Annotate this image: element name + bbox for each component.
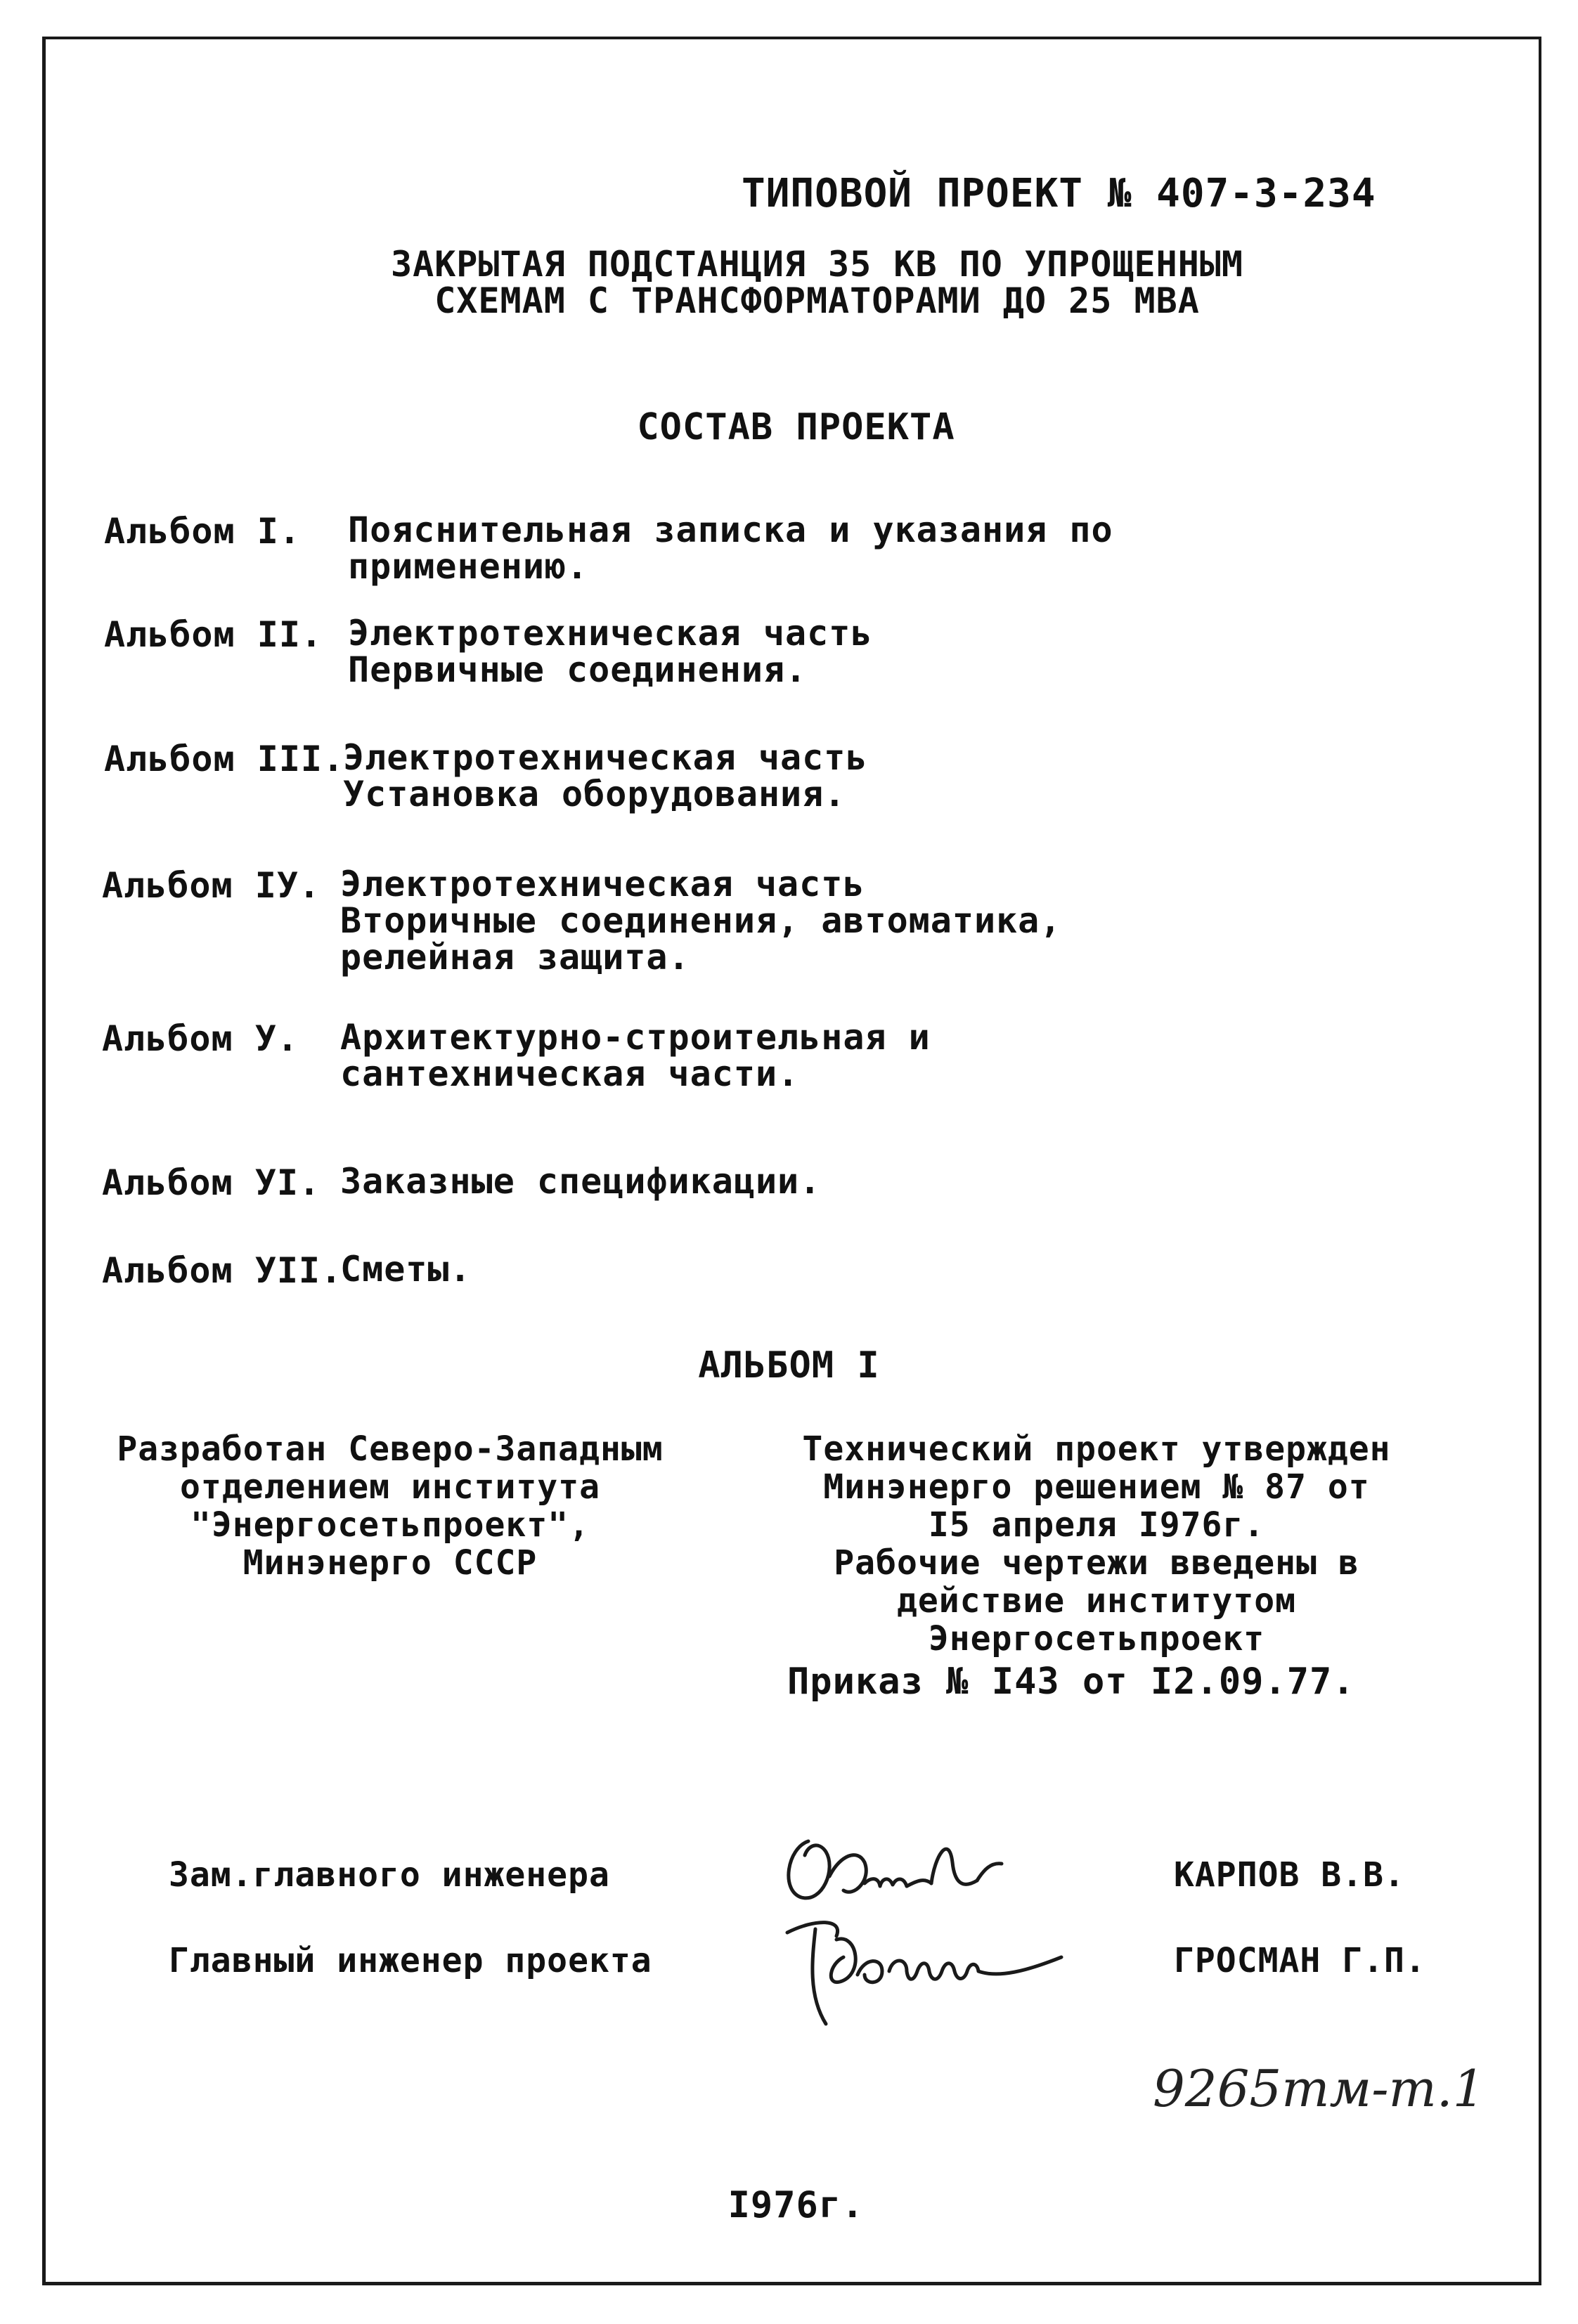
project-title-line2: СХЕМАМ С ТРАНСФОРМАТОРАМИ ДО 25 МВА	[434, 280, 1200, 321]
album-text-2: Электротехническая часть Первичные соединения.	[348, 613, 873, 690]
album-label-1: Альбом I.	[104, 511, 301, 552]
project-title-line1: ЗАКРЫТАЯ ПОДСТАНЦИЯ 35 КВ ПО УПРОЩЕННЫМ	[391, 244, 1243, 285]
approval-block: Технический проект утвержден Минэнерго решением № 87 от I5 апреля I976г. Рабочие чертежи введены в действие институтом Энергосетьпроект	[802, 1429, 1391, 1658]
album-text-1: Пояснительная записка и указания по применению.	[348, 509, 1113, 587]
contents-heading: СОСТАВ ПРОЕКТА	[637, 406, 955, 448]
album-label-5: Альбом У.	[102, 1018, 299, 1059]
project-number: ТИПОВОЙ ПРОЕКТ № 407-3-234	[742, 171, 1376, 216]
developer-block: Разработан Северо-Западным отделением института "Энергосетьпроект", Минэнерго СССР	[117, 1429, 664, 1583]
album-label-6: Альбом УI.	[102, 1162, 321, 1203]
handwritten-signatures	[759, 1813, 1125, 2038]
order-line: Приказ № I43 от I2.09.77.	[787, 1661, 1355, 1703]
album-text-4: Электротехническая часть Вторичные соединения, автоматика, релейная защита.	[340, 864, 1062, 978]
album-text-3: Электротехническая часть Установка оборудования.	[343, 737, 868, 814]
signature-name-2: ГРОСМАН Г.П.	[1174, 1941, 1426, 1980]
album-text-7: Сметы.	[340, 1249, 472, 1290]
signature-role-1: Зам.главного инженера	[169, 1855, 610, 1895]
album-text-6: Заказные спецификации.	[340, 1161, 822, 1202]
album-text-5: Архитектурно-строительная и сантехническая части.	[340, 1017, 931, 1094]
signature-name-1: КАРПОВ В.В.	[1174, 1855, 1405, 1895]
album-label-4: Альбом IУ.	[102, 865, 321, 906]
album-label-7: Альбом УII.	[102, 1250, 343, 1291]
album-label-2: Альбом II.	[104, 614, 323, 655]
year: I976г.	[727, 2184, 865, 2226]
inventory-note: 9265тм-т.1	[1153, 2059, 1485, 2118]
signature-role-2: Главный инженер проекта	[169, 1941, 652, 1980]
album-heading: АЛЬБОМ I	[698, 1344, 880, 1387]
album-label-3: Альбом III.	[104, 739, 345, 779]
